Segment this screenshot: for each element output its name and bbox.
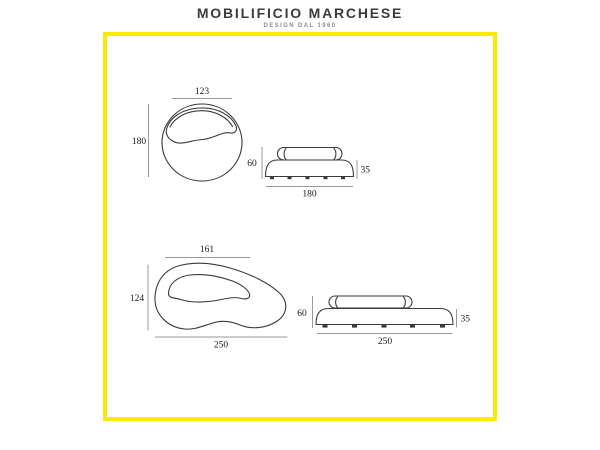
cushion-end-line-right	[334, 149, 336, 160]
foot	[410, 325, 415, 328]
foot	[341, 177, 345, 179]
dimension-label-backrest-width: 161	[199, 245, 215, 255]
foot	[270, 177, 274, 179]
armchair-body-outline	[162, 104, 242, 181]
dimension-label-width: 180	[302, 189, 317, 200]
cushion-end-line-left	[284, 149, 286, 160]
armchair-side-view-drawing	[247, 147, 370, 200]
dimension-label-base-height: 35	[460, 314, 470, 325]
dimension-label-seat-width: 123	[194, 87, 210, 97]
dimension-label-total-height: 60	[297, 309, 307, 319]
foot	[352, 325, 357, 328]
foot	[323, 325, 328, 328]
base-outline	[316, 309, 453, 325]
dimension-label-width: 250	[377, 337, 393, 347]
cushion-outline	[329, 296, 412, 308]
cushion-outline	[278, 148, 343, 161]
cushion-end-line-right	[404, 297, 406, 308]
foot	[324, 177, 328, 179]
sofa-backrest-outline	[168, 275, 249, 302]
foot	[440, 325, 445, 328]
foot	[288, 177, 292, 179]
foot	[306, 177, 310, 179]
dimension-label-diameter: 180	[131, 137, 147, 147]
sofa-body-outline	[155, 263, 286, 329]
foot	[382, 325, 387, 328]
cushion-end-line-left	[336, 297, 338, 308]
dimension-label-depth: 124	[129, 294, 145, 304]
sofa-side-view-drawing	[297, 296, 470, 347]
armchair-top-view-drawing	[132, 87, 242, 181]
dimension-label-width: 250	[213, 340, 229, 351]
sofa-top-view-drawing	[130, 245, 288, 351]
brand-title: MOBILIFICIO MARCHESE	[196, 5, 404, 21]
dimension-label-base-height: 35	[360, 165, 370, 176]
dimension-label-total-height: 60	[247, 159, 257, 169]
base-outline	[266, 160, 354, 177]
brand-tagline: DESIGN DAL 1960	[263, 23, 337, 29]
